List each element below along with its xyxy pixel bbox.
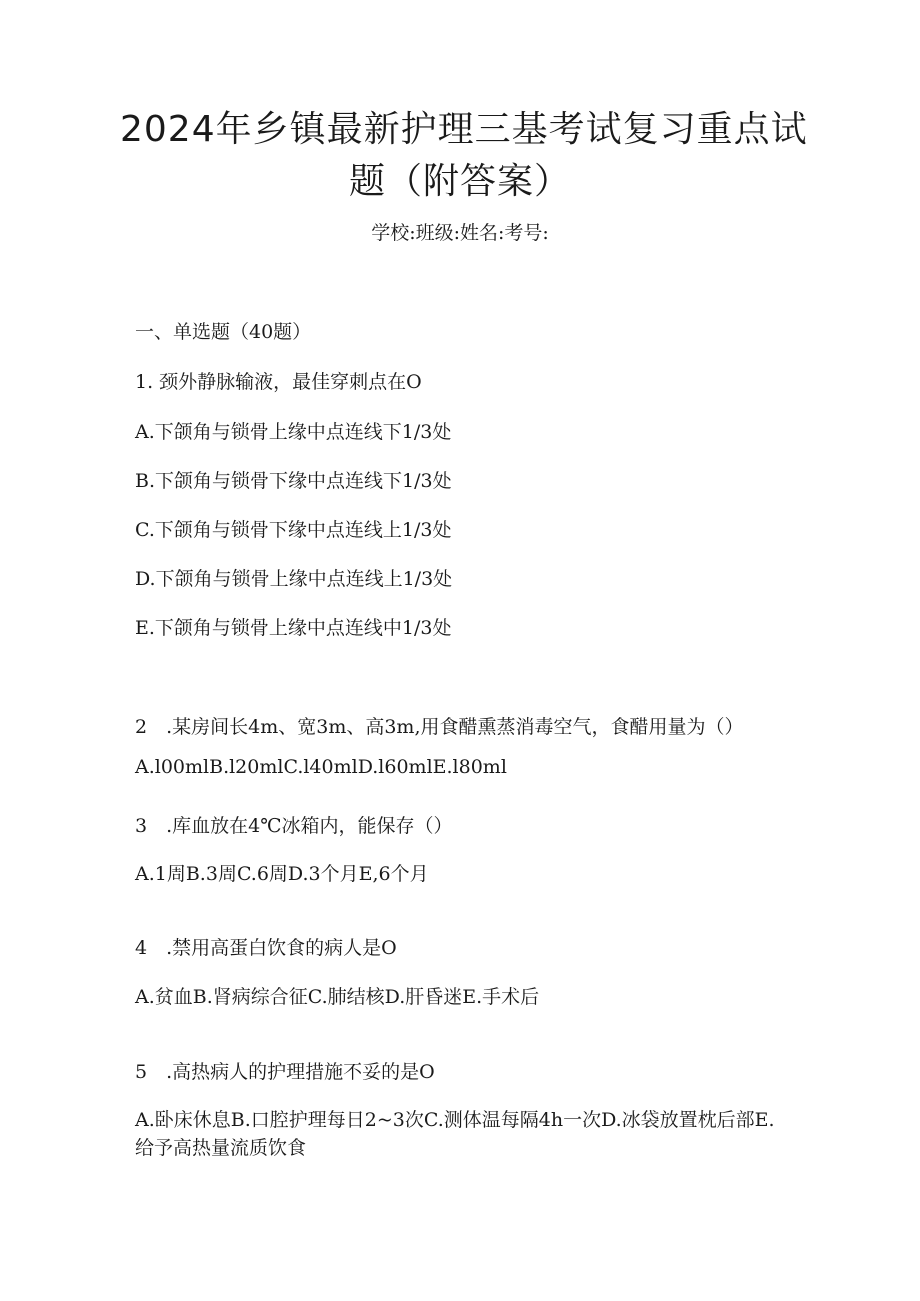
question-1-option-d: D.下颌角与锁骨上缘中点连线上1/3处 — [135, 568, 453, 590]
question-3-options: A.1周B.3周C.6周D.3个月E,6个月 — [135, 863, 429, 885]
question-3-stem: 3 .库血放在4℃冰箱内，能保存（） — [135, 815, 453, 837]
title-line-1: 2024年乡镇最新护理三基考试复习重点试 — [120, 109, 808, 150]
question-5-stem: 5 .高热病人的护理措施不妥的是O — [135, 1061, 435, 1083]
question-4-options: A.贫血B.肾病综合征C.肺结核D.肝昏迷E.手术后 — [135, 986, 540, 1008]
question-1-option-b: B.下颌角与锁骨下缘中点连线下1/3处 — [135, 470, 452, 492]
question-4-stem: 4 .禁用高蛋白饮食的病人是O — [135, 937, 397, 959]
question-2-options: A.l00mlB.l20mlC.l40mlD.l60mlE.l80ml — [135, 756, 507, 778]
document-title — [120, 104, 808, 208]
question-1-option-e: E.下颌角与锁骨上缘中点连线中1/3处 — [135, 617, 452, 639]
question-1-stem: 1. 颈外静脉输液，最佳穿刺点在O — [135, 371, 422, 393]
question-1-option-c: C.下颌角与锁骨下缘中点连线上1/3处 — [135, 519, 452, 541]
section-heading: 一、单选题（40题） — [135, 321, 312, 343]
question-2-stem: 2 .某房间长4m、宽3m、高3m,用食醋熏蒸消毒空气，食醋用量为（） — [135, 716, 744, 738]
title-line-2: 题（附答案） — [348, 161, 571, 202]
question-1-option-a: A.下颌角与锁骨上缘中点连线下1/3处 — [135, 421, 452, 443]
student-info-line: 学校:班级:姓名:考号: — [371, 222, 549, 244]
question-5-options: A.卧床休息B.口腔护理每日2~3次C.测体温每隔4h一次D.冰袋放置枕后部E.给予高热量流质饮食 — [135, 1109, 775, 1159]
